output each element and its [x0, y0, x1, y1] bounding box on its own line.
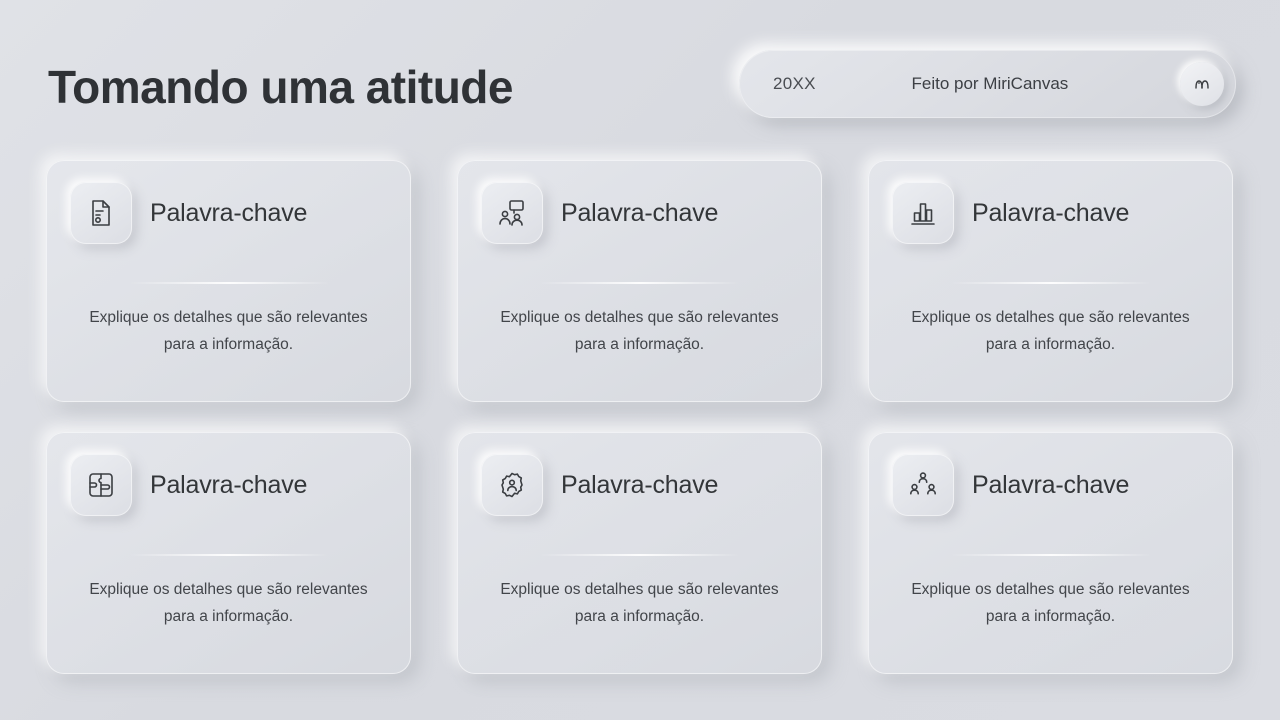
card-item[interactable]	[457, 160, 822, 402]
card-title: Palavra-chave	[972, 198, 1130, 227]
card-divider	[540, 554, 740, 556]
gear-person-icon	[481, 454, 543, 516]
card-body: Explique os detalhes que são relevantes para a informação.	[89, 309, 368, 354]
card-divider	[951, 554, 1151, 556]
card-divider	[129, 554, 329, 556]
card-grid	[46, 160, 1234, 674]
card-header	[892, 454, 1209, 516]
card-divider	[540, 282, 740, 284]
people-presentation-icon	[481, 182, 543, 244]
puzzle-piece-icon	[70, 454, 132, 516]
card-body: Explique os detalhes que são relevantes para a informação.	[911, 309, 1190, 354]
card-title: Palavra-chave	[561, 198, 719, 227]
card-body: Explique os detalhes que são relevantes para a informação.	[89, 581, 368, 626]
miricanvas-logo-icon	[1180, 62, 1224, 106]
page-title: Tomando uma atitude	[48, 61, 513, 113]
card-header	[892, 182, 1209, 244]
credit-maker: Feito por MiriCanvas	[911, 74, 1069, 93]
document-file-icon	[70, 182, 132, 244]
card-header	[481, 454, 798, 516]
card-header	[70, 182, 387, 244]
card-item[interactable]	[868, 432, 1233, 674]
bar-chart-icon	[892, 182, 954, 244]
card-divider	[951, 282, 1151, 284]
card-body: Explique os detalhes que são relevantes para a informação.	[911, 581, 1190, 626]
org-team-icon	[892, 454, 954, 516]
card-header	[481, 182, 798, 244]
card-title: Palavra-chave	[150, 470, 308, 499]
card-body: Explique os detalhes que são relevantes para a informação.	[500, 581, 779, 626]
credit-year: 20XX	[773, 74, 816, 93]
card-title: Palavra-chave	[150, 198, 308, 227]
card-item[interactable]	[46, 432, 411, 674]
card-item[interactable]	[868, 160, 1233, 402]
card-item[interactable]	[457, 432, 822, 674]
card-body: Explique os detalhes que são relevantes para a informação.	[500, 309, 779, 354]
card-title: Palavra-chave	[972, 470, 1130, 499]
card-title: Palavra-chave	[561, 470, 719, 499]
card-divider	[129, 282, 329, 284]
credit-pill	[739, 50, 1236, 118]
card-header	[70, 454, 387, 516]
card-item[interactable]	[46, 160, 411, 402]
